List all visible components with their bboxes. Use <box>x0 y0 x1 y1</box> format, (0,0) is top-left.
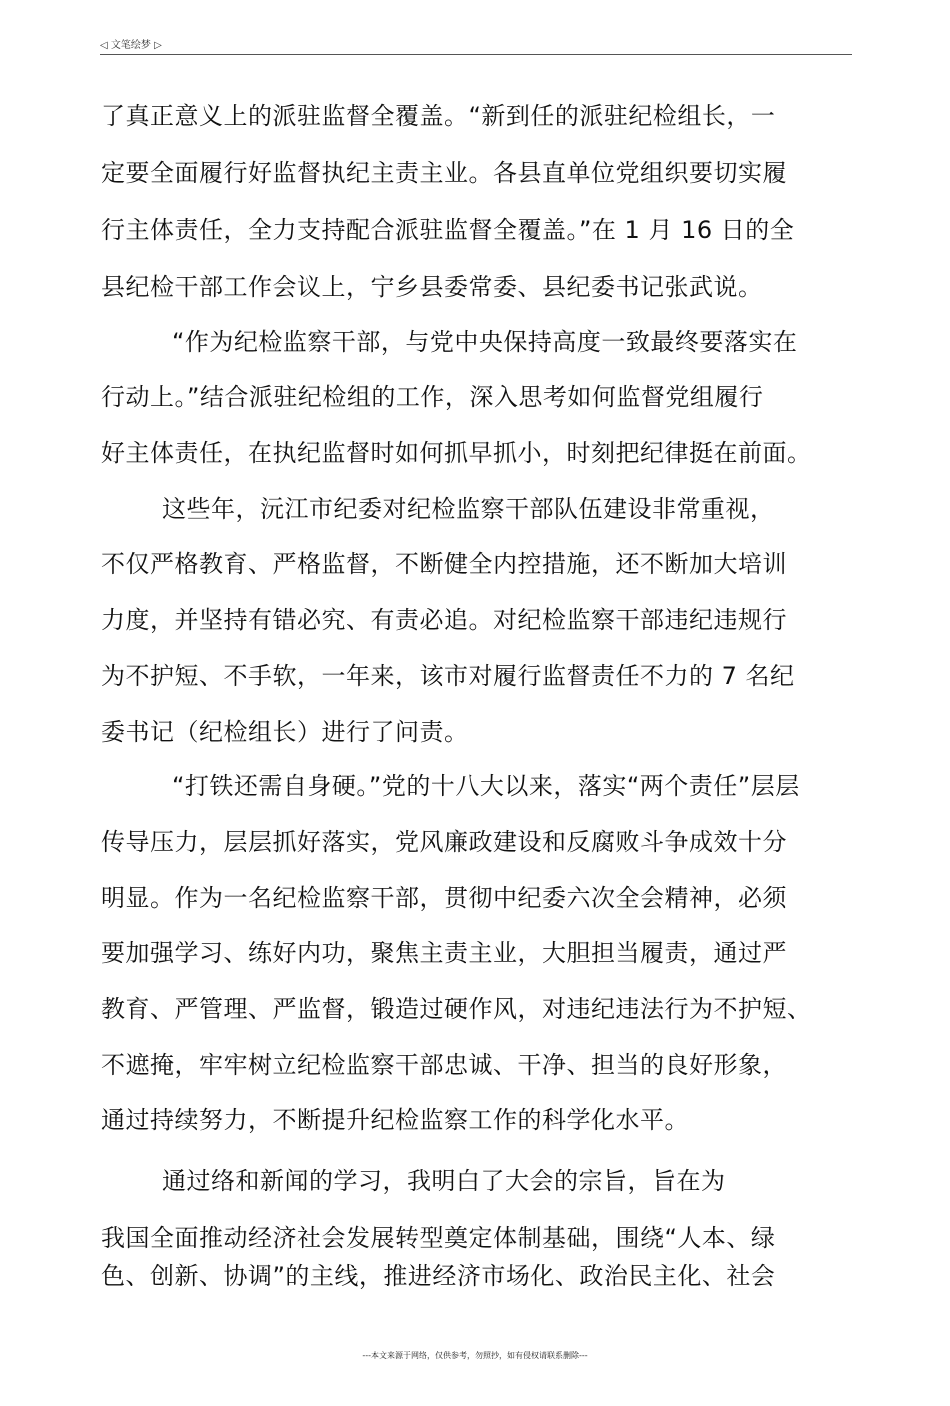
header-rule <box>100 54 852 55</box>
left-triangle-icon: ◁ <box>100 40 108 51</box>
text-line: 这些年，沅江市纪委对纪检监察干部队伍建设非常重视， <box>162 495 775 523</box>
text-line: “作为纪检监察干部，与党中央保持高度一致最终要落实在 <box>172 328 798 356</box>
text-line: 要加强学习、练好内功，聚焦主责主业，大胆担当履责，通过严 <box>101 939 787 967</box>
text-line: 行主体责任，全力支持配合派驻监督全覆盖。”在 1 月 16 日的全 <box>101 216 795 244</box>
text-line: 好主体责任，在执纪监督时如何抓早抓小，时刻把纪律挺在前面。 <box>101 439 812 467</box>
page-footer: ---本文来源于网络，仅供参考，勿照抄，如有侵权请联系删除--- <box>362 1351 588 1360</box>
text-line: 明显。作为一名纪检监察干部，贯彻中纪委六次全会精神，必须 <box>101 884 787 912</box>
page-header <box>100 38 852 54</box>
text-line: 行动上。”结合派驻纪检组的工作，深入思考如何监督党组履行 <box>101 383 764 411</box>
text-line: 通过络和新闻的学习，我明白了大会的宗旨，旨在为 <box>162 1167 726 1195</box>
text-line: “打铁还需自身硬。”党的十八大以来，落实“两个责任”层层 <box>172 772 800 800</box>
text-line: 教育、严管理、严监督，锻造过硬作风，对违纪违法行为不护短、 <box>101 995 812 1023</box>
text-line: 为不护短、不手软，一年来，该市对履行监督责任不力的 7 名纪 <box>101 662 795 690</box>
header-title: 文笔绘梦 <box>110 40 151 51</box>
right-triangle-icon: ▷ <box>154 40 162 51</box>
text-line: 不仅严格教育、严格监督，不断健全内控措施，还不断加大培训 <box>101 550 787 578</box>
text-line: 色、创新、协调”的主线，推进经济市场化、政治民主化、社会 <box>101 1262 776 1290</box>
text-line: 我国全面推动经济社会发展转型奠定体制基础，围绕“人本、绿 <box>101 1224 776 1252</box>
text-line: 力度，并坚持有错必究、有责必追。对纪检监察干部违纪违规行 <box>101 606 787 634</box>
text-line: 县纪检干部工作会议上，宁乡县委常委、县纪委书记张武说。 <box>101 273 763 301</box>
text-line: 通过持续努力，不断提升纪检监察工作的科学化水平。 <box>101 1106 689 1134</box>
text-line: 传导压力，层层抓好落实，党风廉政建设和反腐败斗争成效十分 <box>101 828 787 856</box>
text-line: 不遮掩，牢牢树立纪检监察干部忠诚、干净、担当的良好形象， <box>101 1051 787 1079</box>
text-line: 了真正意义上的派驻监督全覆盖。“新到任的派驻纪检组长，一 <box>101 102 776 130</box>
text-line: 定要全面履行好监督执纪主责主业。各县直单位党组织要切实履 <box>101 159 787 187</box>
text-line: 委书记（纪检组长）进行了问责。 <box>101 718 469 746</box>
